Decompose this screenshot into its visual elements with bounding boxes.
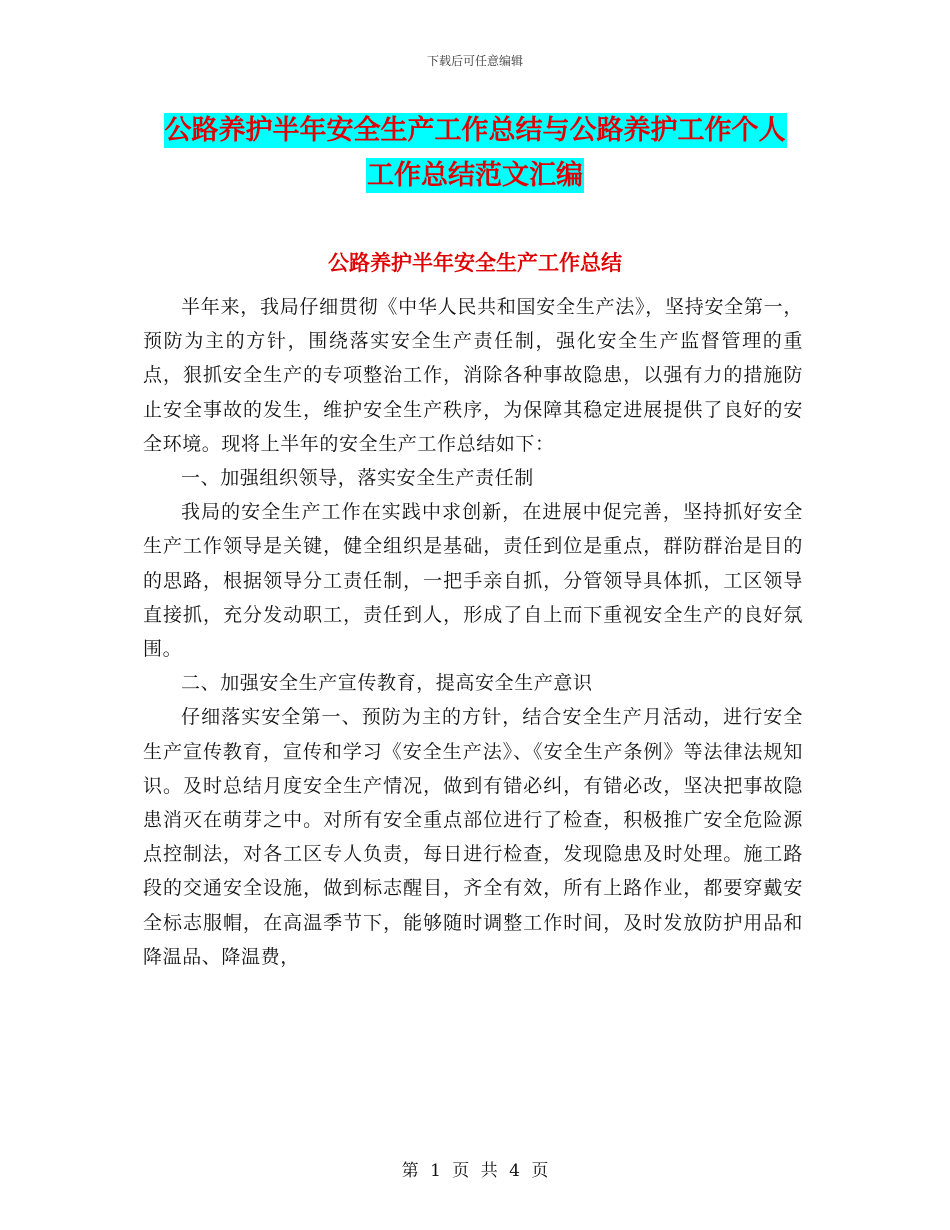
paragraph-section-2: 仔细落实安全第一、预防为主的方针，结合安全生产月活动，进行安全生产宣传教育，宣传和学习《安全生产法》、《安全生产条例》等法律法规知识。及时总结月度安全生产情况，做到有错必纠，有错必改，坚决把事故隐患消灭在萌芽之中。对所有安全重点部位进行了检查，积极推广安全危险源点控制法，对各工区专人负责，每日进行检查，发现隐患及时处理。施工路段的交通安全设施，做到标志醒目，齐全有效，所有上路作业，都要穿戴安全标志服帽，在高温季节下，能够随时调整工作时间，及时发放防护用品和降温品、降温费， [143,706,803,968]
document-title-line-1: 公路养护半年安全生产工作总结与公路养护工作个人 [164,115,786,146]
heading-section-1: 一、加强组织领导，落实安全生产责任制 [181,467,534,490]
section-title: 公路养护半年安全生产工作总结 [328,251,622,275]
document-title [130,108,820,198]
paragraph-section-1: 我局的安全生产工作在实践中求创新，在进展中促完善，坚持抓好安全生产工作领导是关键，健全组织是基础，责任到位是重点，群防群治是目的的思路，根据领导分工责任制，一把手亲自抓，分管领导具体抓，工区领导直接抓，充分发动职工，责任到人，形成了自上而下重视安全生产的良好氛围。 [143,501,803,661]
paragraph-intro: 半年来，我局仔细贯彻《中华人民共和国安全生产法》，坚持安全第一，预防为主的方针，围绕落实安全生产责任制，强化安全生产监督管理的重点，狠抓安全生产的专项整治工作，消除各种事故隐患，以强有力的措施防止安全事故的发生，维护安全生产秩序，为保障其稳定进展提供了良好的安全环境。现将上半年的安全生产工作总结如下： [143,296,803,455]
document-title-line-2: 工作总结范文汇编 [367,160,583,191]
document-body [143,290,803,974]
header-note: 下载后可任意编辑 [426,54,523,68]
heading-section-2: 二、加强安全生产宣传教育，提高安全生产意识 [181,672,593,695]
page-number: 第 1 页 共 4 页 [401,1161,549,1181]
